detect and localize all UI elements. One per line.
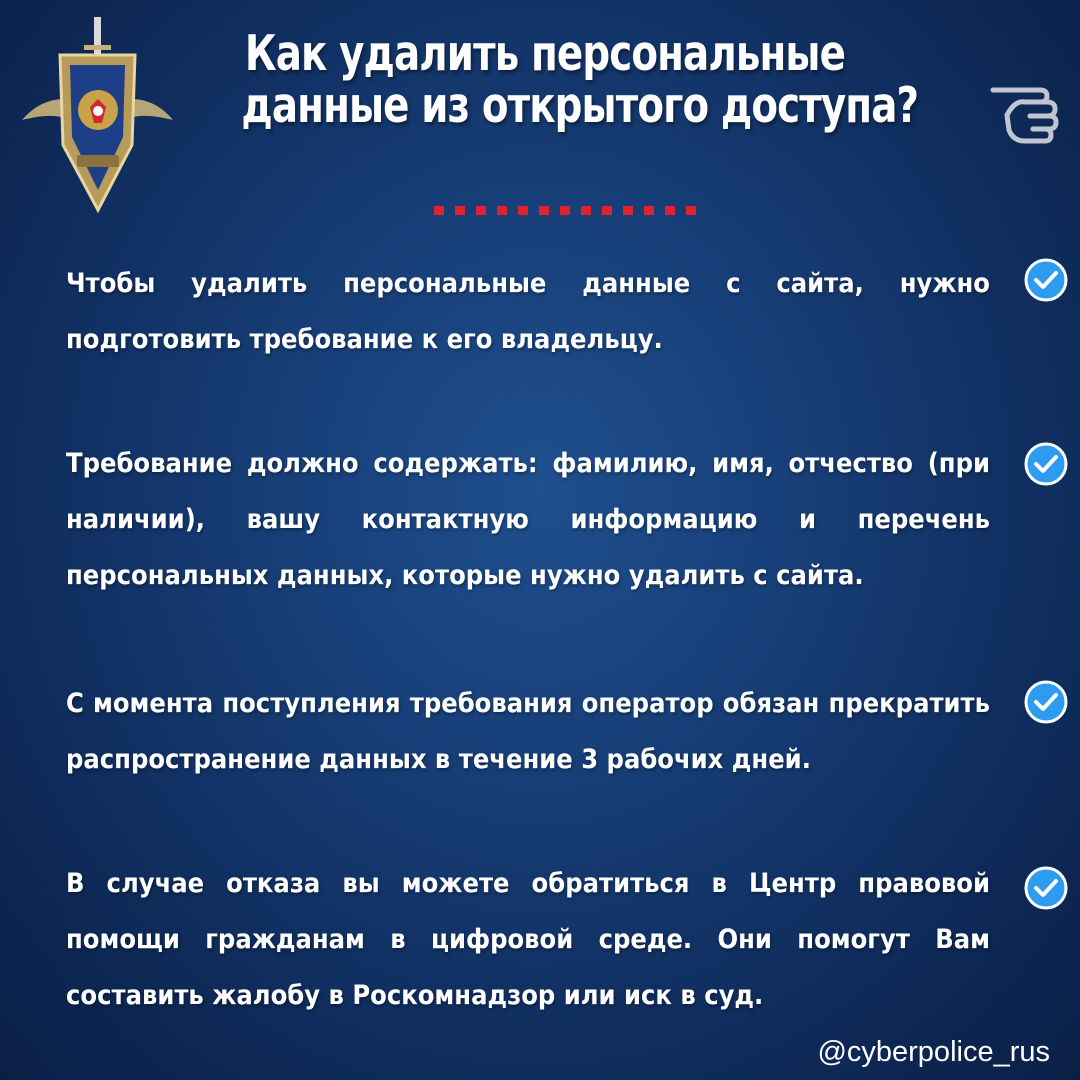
check-badge-icon bbox=[1024, 258, 1068, 302]
title-line-2: данные из открытого доступа? bbox=[241, 77, 919, 134]
check-badge-icon bbox=[1024, 680, 1068, 724]
info-paragraph-4: В случае отказа вы можете обратиться в Центр правовой помощи гражданам в цифровой среде. Они помогут Вам составить жалобу в Роскомнадзор или иск в суд. bbox=[66, 868, 990, 1011]
pointing-hand-icon bbox=[985, 60, 1080, 155]
social-handle: @cyberpolice_rus bbox=[817, 1036, 1050, 1068]
info-paragraph-2: Требование должно содержать: фамилию, имя, отчество (при наличии), вашу контактную информацию и перечень персональных данных, которые нужно удалить с сайта. bbox=[66, 448, 990, 591]
check-badge-icon bbox=[1024, 442, 1068, 486]
info-paragraph-1: Чтобы удалить персональные данные с сайта, нужно подготовить требование к его владельцу. bbox=[66, 268, 990, 355]
red-dotted-divider bbox=[434, 206, 696, 215]
info-paragraph-3: С момента поступления требования оператор обязан прекратить распространение данных в течение 3 рабочих дней. bbox=[66, 688, 990, 775]
title-line-1: Как удалить персональные bbox=[244, 25, 846, 82]
page-title bbox=[241, 25, 919, 134]
police-emblem-icon bbox=[20, 15, 175, 215]
check-badge-icon bbox=[1024, 866, 1068, 910]
